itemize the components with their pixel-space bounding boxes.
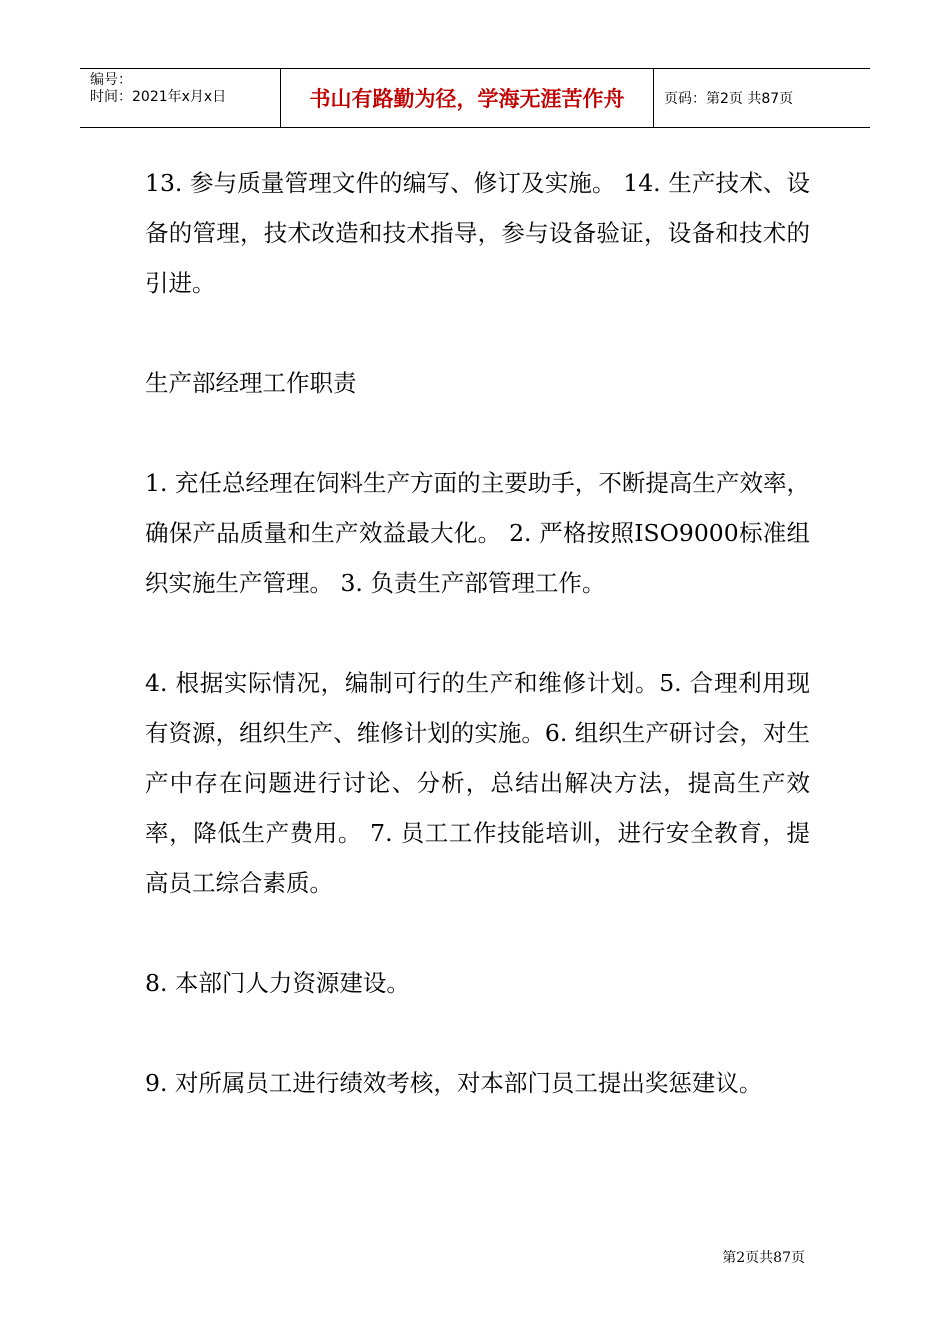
header-motto: 书山有路勤为径，学海无涯苦作舟 (281, 69, 654, 127)
header-meta (80, 69, 281, 127)
page-footer: 第2页共87页 (722, 1250, 805, 1266)
document-time-label: 时间：2021年x月x日 (90, 89, 227, 105)
document-body (145, 158, 810, 1158)
paragraph: 1. 充任总经理在饲料生产方面的主要助手，不断提高生产效率，确保产品质量和生产效益最大化。 2. 严格按照ISO9000标准组织实施生产管理。 3. 负责生产部管理工作。 (145, 469, 810, 597)
document-number-label: 编号： (90, 72, 132, 88)
section-heading: 生产部经理工作职责 (145, 369, 357, 397)
paragraph: 13. 参与质量管理文件的编写、修订及实施。 14. 生产技术、设备的管理，技术改造和技术指导，参与设备验证，设备和技术的引进。 (145, 169, 810, 297)
paragraph: 4. 根据实际情况，编制可行的生产和维修计划。5. 合理利用现有资源，组织生产、维修计划的实施。6. 组织生产研讨会，对生产中存在问题进行讨论、分析，总结出解决方法，提高生产效率，降低生产费用。 7. 员工工作技能培训，进行安全教育，提高员工综合素质。 (145, 669, 810, 897)
paragraph: 9. 对所属员工进行绩效考核，对本部门员工提出奖惩建议。 (145, 1069, 763, 1097)
page-header (80, 68, 870, 128)
paragraph: 8. 本部门人力资源建设。 (145, 969, 410, 997)
header-page-info: 页码：第2页 共87页 (664, 91, 794, 107)
